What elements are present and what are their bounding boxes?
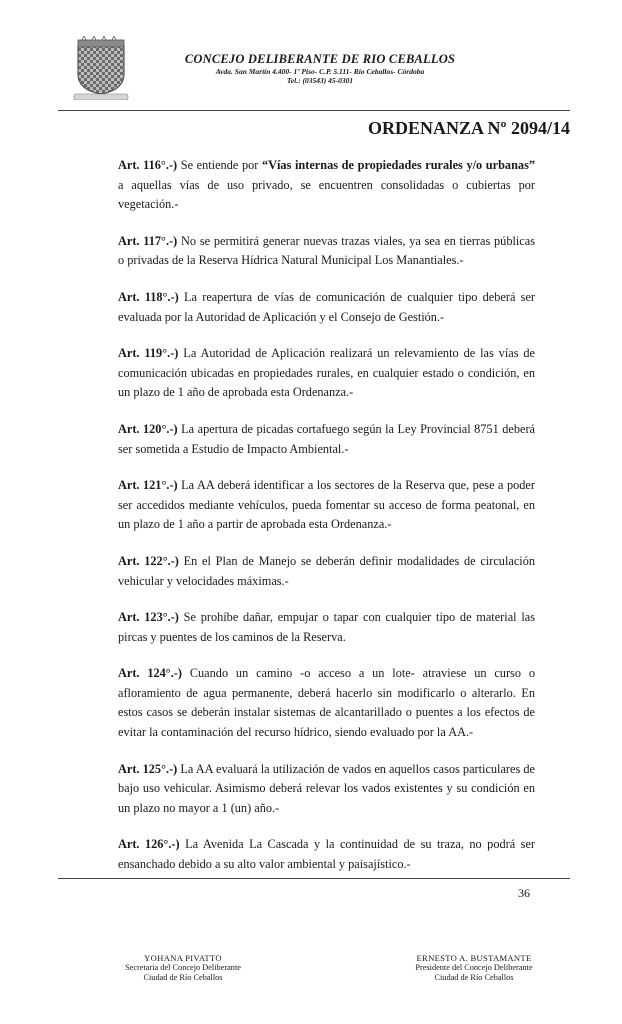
article-117: Art. 117°.-) No se permitirá generar nuevas trazas viales, ya sea en tierras públicas o privadas de la Reserva Hídrica Natural Municipal Los Manantiales.- (118, 233, 536, 268)
ordinance-title: ORDENANZA Nº 2094/14 (368, 118, 570, 138)
secretary-place: Ciudad de Río Ceballos (143, 973, 223, 982)
signature-secretary (108, 953, 258, 983)
article-120: Art. 120°.-) La apertura de picadas cortafuego según la Ley Provincial 8751 deberá ser sometida a Estudio de Impacto Ambiental.- (118, 421, 535, 456)
article-126: Art. 126°.-) La Avenida La Cascada y la continuidad de su traza, no podrá ser ensanchado debido a su alto valor ambiental y paisajístico.- (118, 837, 535, 872)
article-124: Art. 124°.-) Cuando un camino -o acceso a un lote- atraviese un curso o afloramiento de agua permanente, deberá hacerlo sin modificarlo o alterarlo. En estos casos se deberán instalar sistemas de alcantarillado o puentes a los efectos de evitar la contaminación del recurso hídrico, siendo evaluado por la AA.- (118, 666, 535, 740)
article-118: Art. 118°.-) La reapertura de vías de comunicación de cualquier tipo deberá ser evaluada por la Autoridad de Aplicación y el Consejo de Gestión.- (118, 289, 536, 324)
letterhead (150, 52, 490, 85)
signature-president (394, 953, 554, 983)
president-name: ERNESTO A. BUSTAMANTE (416, 953, 532, 963)
president-role: Presidente del Concejo Deliberante (415, 963, 533, 972)
article-116: Art. 116°.-) Se entiende por “Vías internas de propiedades rurales y/o urbanas” a aquellas vías de uso privado, se encuentren consolidadas o cubiertas por vegetación.- (118, 158, 535, 212)
header-divider (58, 110, 570, 111)
article-123: Art. 123°.-) Se prohíbe dañar, empujar o tapar con cualquier tipo de material las pircas y puentes de los caminos de la Reserva. (118, 610, 535, 644)
council-phone: Tel.: (03543) 45-0301 (286, 76, 354, 85)
secretary-role: Secretaria del Concejo Deliberante (125, 963, 241, 972)
secretary-name: YOHANA PIVATTO (144, 953, 222, 963)
article-119: Art. 119°.-) La Autoridad de Aplicación realizará un relevamiento de las vías de comunicación ubicadas en propiedades rurales, en cualquier estado o condición, en un plazo de 1 año de aprobada esta Ordenanza.- (118, 346, 536, 400)
article-125: Art. 125°.-) La AA evaluará la utilización de vados en aquellos casos particulares de bajo uso vehicular. Asimismo deberá relevar los vados existentes y su condición en un plazo no mayor a 1 (un) año.- (118, 761, 535, 815)
page-number: 36 (518, 886, 530, 900)
president-place: Ciudad de Río Ceballos (434, 973, 514, 982)
council-name: CONCEJO DELIBERANTE DE RIO CEBALLOS (184, 52, 456, 66)
council-address: Avda. San Martín 4.400- 1º Piso- C.P. 5.111- Río Ceballos- Córdoba (215, 67, 425, 76)
article-122: Art. 122°.-) En el Plan de Manejo se deberán definir modalidades de circulación vehicular y velocidades máximas.- (118, 553, 535, 588)
article-121: Art. 121°.-) La AA deberá identificar a los sectores de la Reserva que, pese a poder ser accedidos mediante vehículos, pueda fomentar su acceso de forma peatonal, en un plazo de 1 año a partir de aprobada esta Ordenanza.- (118, 478, 535, 532)
municipal-crest-icon (72, 36, 130, 100)
footer-divider (58, 878, 570, 879)
articles-body (118, 156, 535, 892)
